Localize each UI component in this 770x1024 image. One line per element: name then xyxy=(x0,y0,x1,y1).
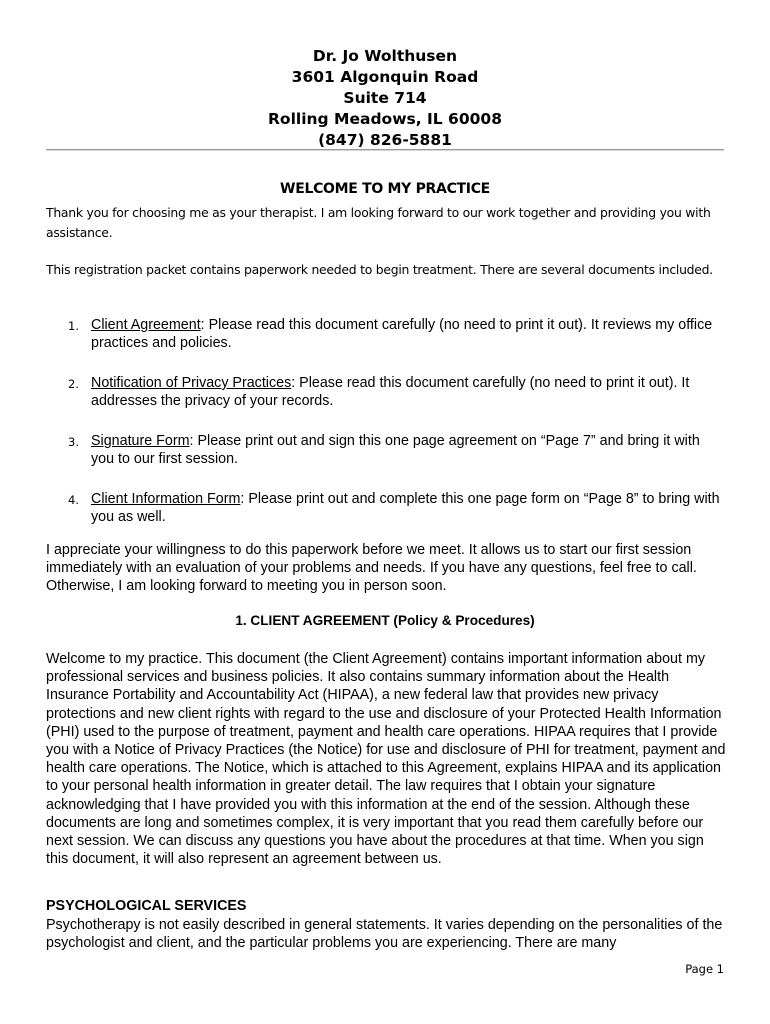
letterhead-suite: Suite 714 xyxy=(343,89,427,107)
list-item xyxy=(46,490,726,526)
list-item xyxy=(46,316,726,352)
document-list xyxy=(46,316,726,526)
letterhead-city: Rolling Meadows, IL 60008 xyxy=(268,110,502,128)
packet-paragraph: This registration packet contains paperwork needed to begin treatment. There are several documents included. xyxy=(46,262,713,277)
document-description: : Please print out and complete this one page form on “Page 8” to bring with you as well. xyxy=(91,491,720,525)
letterhead xyxy=(0,46,770,151)
document-name: Client Information Form xyxy=(91,491,241,507)
header-divider xyxy=(46,149,724,150)
list-number: 2. xyxy=(68,377,79,391)
document-name: Notification of Privacy Practices xyxy=(91,375,292,391)
list-item xyxy=(46,374,726,410)
list-item xyxy=(46,432,726,468)
client-agreement-heading: 1. CLIENT AGREEMENT (Policy & Procedures) xyxy=(235,613,535,628)
psychological-services-heading: PSYCHOLOGICAL SERVICES xyxy=(46,898,247,914)
document-description: : Please read this document carefully (no need to print it out). It addresses the privacy of your records. xyxy=(91,375,690,409)
thanks-paragraph: Thank you for choosing me as your therapist. I am looking forward to our work together and providing you with assistance. xyxy=(46,205,711,240)
document-description: : Please read this document carefully (no need to print it out). It reviews my office practices and policies. xyxy=(91,317,713,351)
list-number: 1. xyxy=(68,319,79,333)
letterhead-street: 3601 Algonquin Road xyxy=(291,68,479,86)
list-number: 3. xyxy=(68,435,79,449)
letterhead-phone: (847) 826-5881 xyxy=(318,131,452,149)
psychological-services-text: Psychotherapy is not easily described in general statements. It varies depending on the personalities of the psychologist and client, and the particular problems you are experiencing. There are many xyxy=(46,917,723,952)
welcome-title: WELCOME TO MY PRACTICE xyxy=(280,181,490,197)
page-number: Page 1 xyxy=(685,962,724,976)
letterhead-name: Dr. Jo Wolthusen xyxy=(312,47,458,65)
document-name: Client Agreement xyxy=(91,317,201,333)
appreciate-paragraph: I appreciate your willingness to do this paperwork before we meet. It allows us to start our first session immediately with an evaluation of your problems and needs. If you have any questions, feel free to call. Otherwise, I am looking forward to meeting you in person soon. xyxy=(46,542,697,595)
document-description: : Please print out and sign this one page agreement on “Page 7” and bring it with you to our first session. xyxy=(91,433,700,467)
document-name: Signature Form xyxy=(91,433,190,449)
client-agreement-intro: Welcome to my practice. This document (the Client Agreement) contains important information about my professional services and business policies. It also contains summary information about the Health Insurance Portability and Accountability Act (HIPAA), a new federal law that provides new privacy protections and new client rights with regard to the use and disclosure of your Protected Health Information (PHI) used to the purpose of treatment, payment and health care operations. HIPAA requires that I provide you with a Notice of Privacy Practices (the Notice) for use and disclosure of PHI for treatment, payment and health care operations. The Notice, which is attached to this Agreement, explains HIPAA and its application to your personal health information in greater detail. The law requires that I obtain your signature acknowledging that I have provided you with this information at the end of the session. Although these documents are long and sometimes complex, it is very important that you read them carefully before our next session. We can discuss any questions you have about the procedures at that time. When you sign this document, it will also represent an agreement between us. xyxy=(46,651,726,868)
list-number: 4. xyxy=(68,493,79,507)
